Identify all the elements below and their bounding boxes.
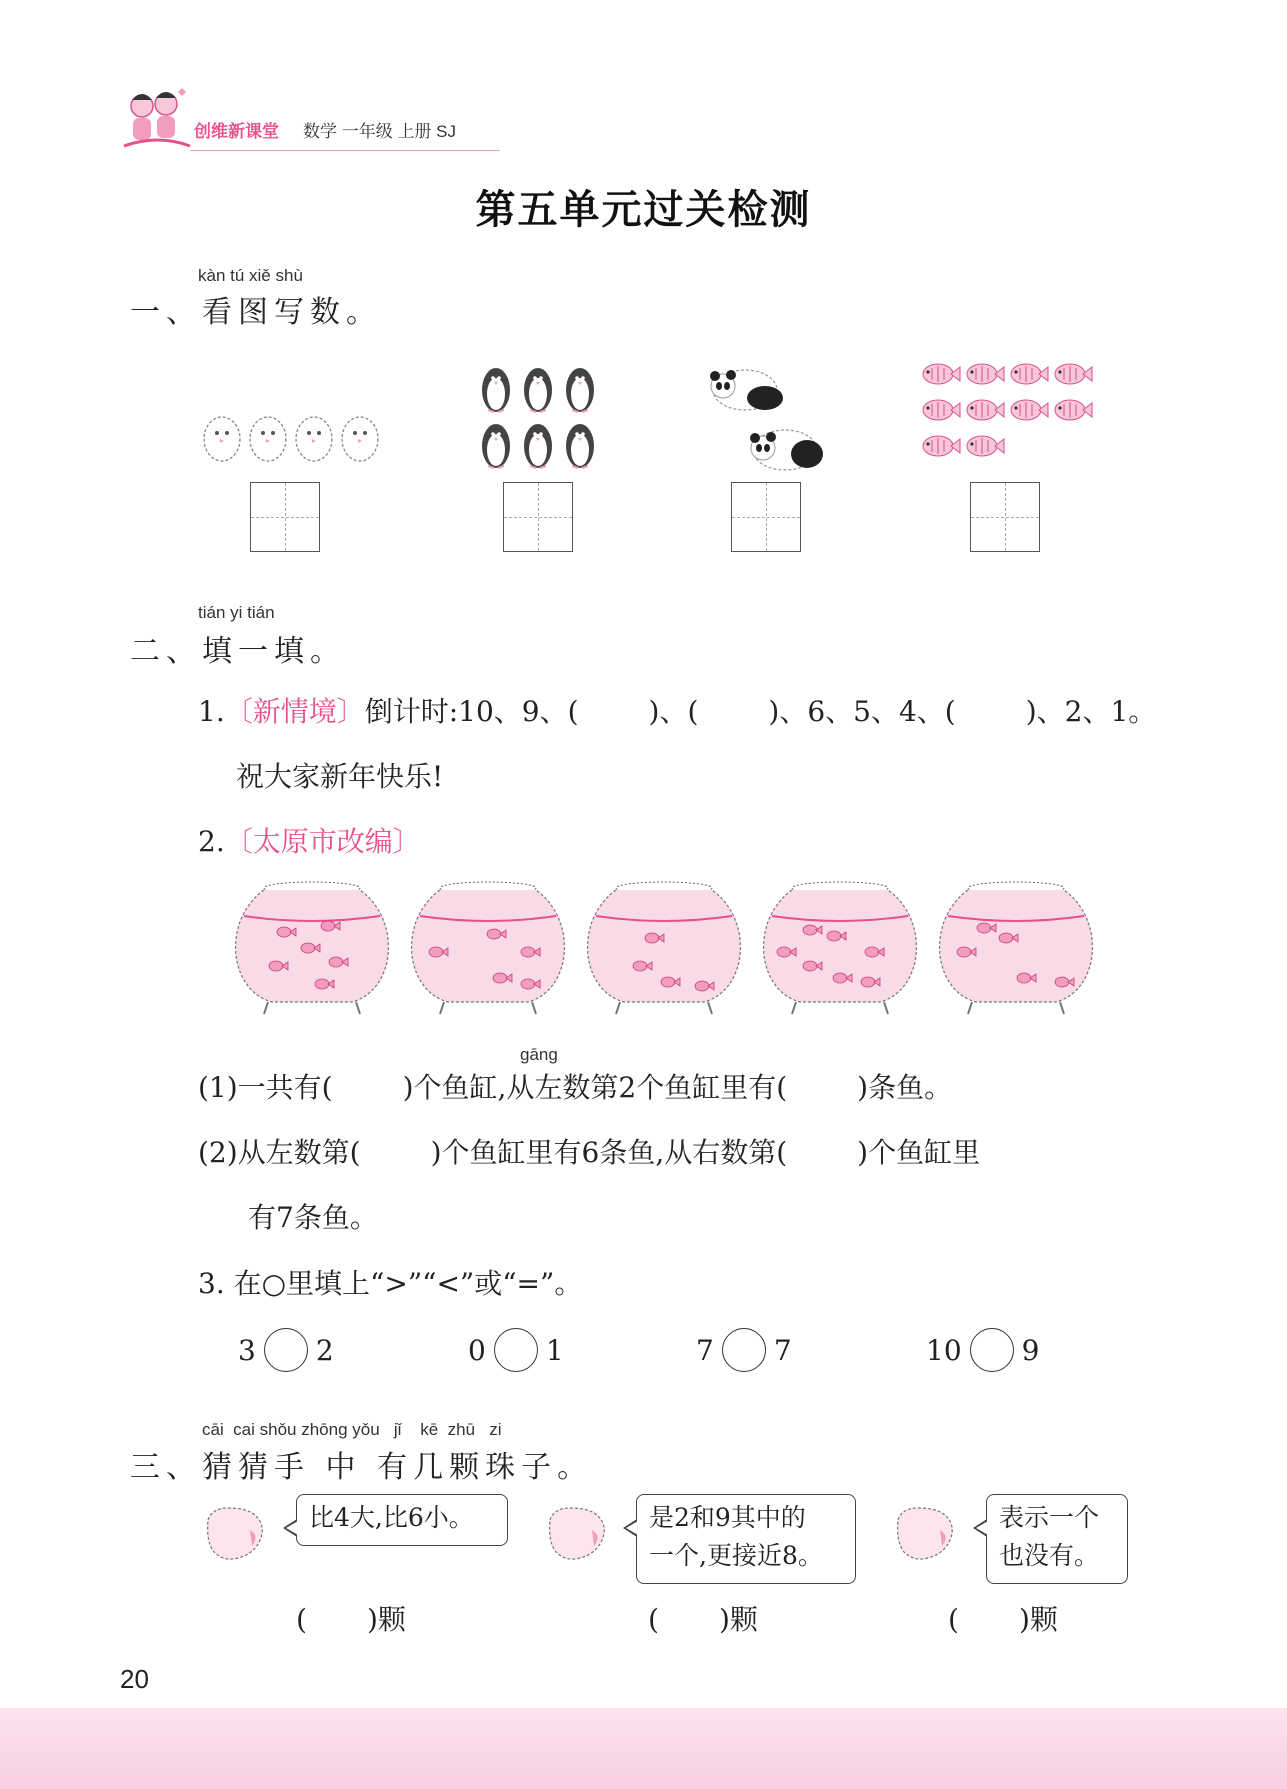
q2-sub2-part3: )个鱼缸里 [857, 1136, 981, 1169]
penguin-icon [478, 362, 606, 472]
q2-sub1-part2: )个鱼缸,从左数第2个鱼缸里有( [402, 1071, 788, 1104]
fish-icon [918, 360, 1098, 470]
q1-end: )、2、1。 [1025, 695, 1157, 728]
hand-1-answer [296, 1598, 406, 1638]
kids-logo-icon [122, 88, 192, 154]
compare-right: 9 [1021, 1333, 1040, 1367]
answer-close: )颗 [1018, 1603, 1058, 1636]
compare-3 [696, 1328, 792, 1372]
compare-left: 3 [238, 1333, 256, 1367]
compare-right: 2 [315, 1333, 334, 1367]
hint-text: 也没有。 [999, 1541, 1100, 1570]
answer-open: ( [296, 1603, 307, 1636]
compare-circle[interactable] [264, 1328, 308, 1372]
hand-2-bubble [636, 1494, 856, 1584]
section3-pinyin: cāi cai shǒu zhōng yǒu jǐ kē zhū zi [202, 1420, 502, 1439]
answer-open: ( [948, 1603, 959, 1636]
fish-bowls [232, 880, 1112, 1015]
q1-line2: 祝大家新年快乐! [236, 760, 444, 793]
book-info: 数学 一年级 上册 SJ [303, 122, 457, 141]
q2-sub1-part3: )条鱼。 [857, 1071, 953, 1104]
q2-sub2 [198, 1131, 980, 1171]
compare-circle[interactable] [494, 1328, 538, 1372]
compare-left: 10 [926, 1333, 962, 1367]
section1-heading: 一、看图写数。 [130, 295, 382, 330]
footer-band [0, 1708, 1287, 1789]
hand-3-bubble [986, 1494, 1128, 1584]
page-title: 第五单元过关检测 [475, 188, 812, 232]
chick-icon [200, 405, 386, 467]
q2-tag: 〔太原市改编〕 [224, 825, 421, 858]
section2-heading: 二、填一填。 [130, 634, 346, 669]
compare-1 [238, 1328, 334, 1372]
hint-text: 一个,更接近8。 [649, 1541, 823, 1570]
compare-4 [926, 1328, 1039, 1372]
answer-box-chicks[interactable] [250, 482, 320, 552]
section3-heading: 三、猜猜手 中 有几颗珠子。 [130, 1450, 594, 1485]
q1-tag: 〔新情境〕 [224, 695, 365, 728]
compare-circle[interactable] [722, 1328, 766, 1372]
section1-pinyin: kàn tú xiě shù [198, 266, 303, 285]
q1-mid: )、6、5、4、( [768, 695, 956, 728]
q2-sub2-part2: )个鱼缸里有6条鱼,从右数第( [430, 1136, 788, 1169]
hand-3-answer [948, 1598, 1058, 1638]
q2-sub2-line2: 有7条鱼。 [248, 1201, 378, 1234]
compare-left: 7 [696, 1333, 714, 1367]
q2-number: 2. [198, 825, 225, 858]
hand-icon [542, 1500, 614, 1566]
answer-close: )颗 [366, 1603, 406, 1636]
hand-icon [200, 1500, 272, 1566]
q2-sub2-part1: (2)从左数第( [198, 1136, 361, 1169]
answer-open: ( [648, 1603, 659, 1636]
q1-intro: 倒计时:10、9、( [364, 695, 579, 728]
q1-number: 1. [198, 695, 225, 728]
answer-box-penguins[interactable] [503, 482, 573, 552]
q2-line [198, 820, 421, 860]
header-divider [190, 150, 500, 151]
q3-instruction: 3. 在○里填上“>”“<”或“=”。 [198, 1267, 583, 1300]
q1-line [198, 690, 1156, 730]
answer-box-pandas[interactable] [731, 482, 801, 552]
compare-left: 0 [468, 1333, 486, 1367]
compare-circle[interactable] [970, 1328, 1014, 1372]
brand-name: 创维新课堂 [194, 122, 279, 141]
compare-right: 1 [545, 1333, 564, 1367]
compare-right: 7 [773, 1333, 792, 1367]
q1-sep: )、( [648, 695, 699, 728]
hint-text: 表示一个 [999, 1503, 1100, 1532]
hand-2-answer [648, 1598, 758, 1638]
hint-text: 比4大,比6小。 [309, 1503, 474, 1532]
q2-sub1-part1: (1)一共有( [198, 1071, 333, 1104]
page-number: 20 [120, 1664, 149, 1694]
q2-sub1 [198, 1066, 952, 1106]
hand-1-bubble [296, 1494, 508, 1546]
gang-pinyin: gāng [520, 1045, 558, 1064]
answer-close: )颗 [718, 1603, 758, 1636]
hint-text: 是2和9其中的 [649, 1503, 806, 1532]
compare-2 [468, 1328, 564, 1372]
section2-pinyin: tián yi tián [198, 603, 275, 622]
answer-box-fish[interactable] [970, 482, 1040, 552]
panda-icon [705, 364, 825, 474]
hand-icon [890, 1500, 962, 1566]
